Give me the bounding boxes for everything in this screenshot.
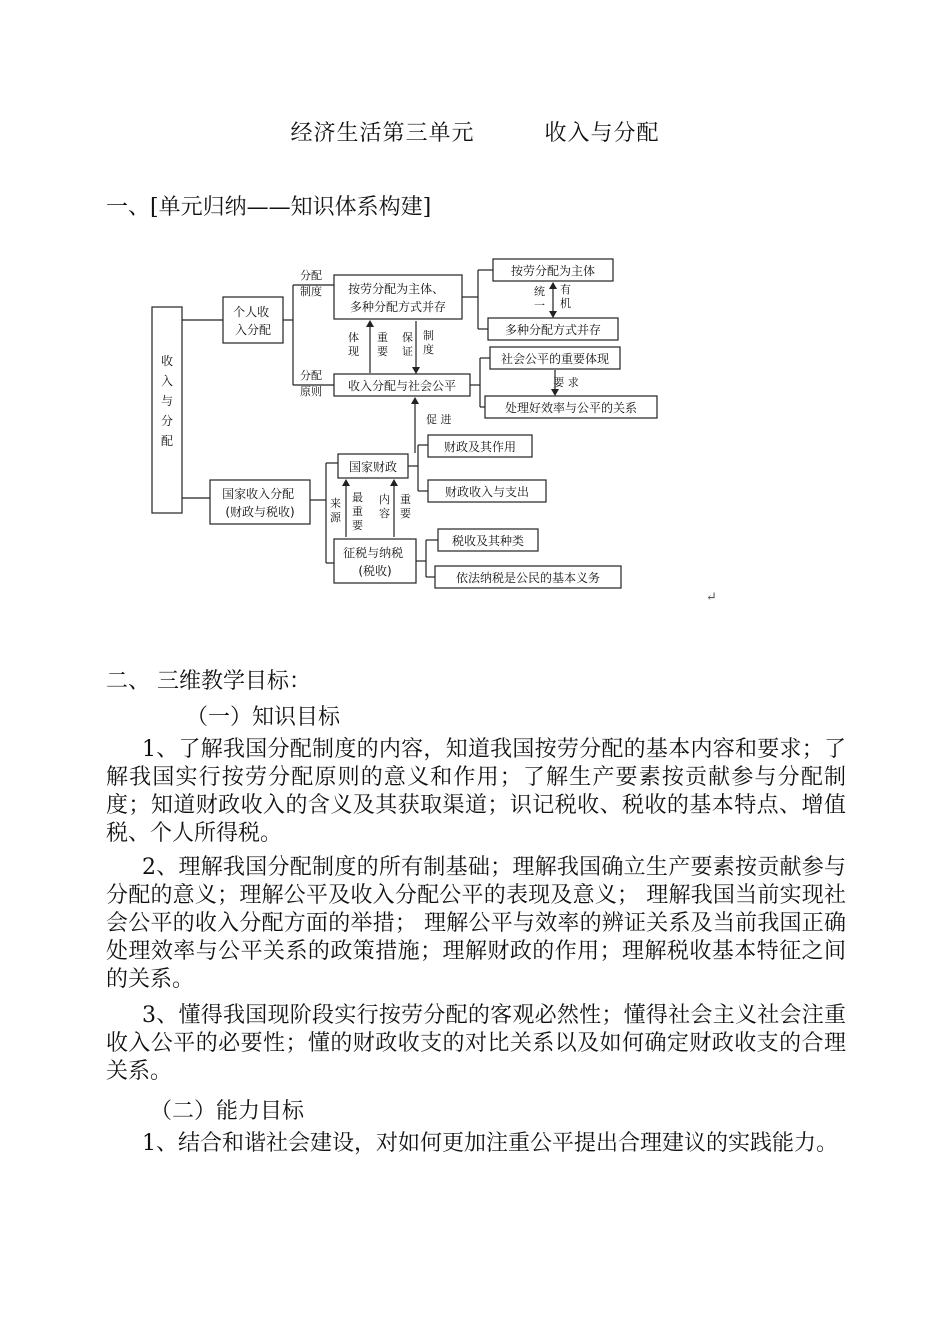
dist-principle-label: 分配 原则 <box>300 369 322 398</box>
tax-types-text: 税收及其种类 <box>451 534 525 548</box>
most-important-label: 最 重 要 <box>352 491 363 532</box>
section1-heading: 一、[单元归纳——知识体系构建] <box>106 195 432 220</box>
organic-label: 有 机 <box>560 283 571 310</box>
dist-system-text: 按劳分配为主体、 多种分配方式并存 <box>348 282 447 314</box>
content-label: 内 容 <box>379 493 390 520</box>
section2-heading: 二、 三维教学目标： <box>106 669 311 694</box>
finance-text: 国家财政 <box>348 460 398 474</box>
labor-main-text: 按劳分配为主体 <box>510 264 596 278</box>
tax-text: 征税与纳税 (税收) <box>343 546 404 578</box>
knowledge-goal-1: 1、了解我国分配制度的内容，知道我国按劳分配的基本内容和要求；了解我国实行按劳分配原则的意义和作用；了解生产要素按贡献参与分配制度；知道财政收入的含义及其获取渠道；识记税收、税收的基本特点、增值税、个人所得税。 <box>106 737 846 846</box>
finance-io-text: 财政收入与支出 <box>444 485 530 499</box>
embody-label: 体 现 <box>348 331 359 358</box>
dist-system-label: 分配 制度 <box>300 269 322 298</box>
knowledge-goals-heading: （一）知识目标 <box>186 705 341 730</box>
require-label: 要 求 <box>553 376 579 389</box>
ability-goal-1: 1、结合和谐社会建设，对如何更加注重公平提出合理建议的实践能力。 <box>142 1131 838 1156</box>
system-char-label: 制 度 <box>423 329 434 356</box>
title-part2: 收入与分配 <box>544 121 660 146</box>
multi-coexist-text: 多种分配方式并存 <box>504 323 602 337</box>
personal-text: 个人收 入分配 <box>233 305 272 337</box>
tax-duty-text: 依法纳税是公民的基本义务 <box>455 571 601 585</box>
title-part1: 经济生活第三单元 <box>290 121 475 146</box>
knowledge-goal-3: 3、懂得我国现阶段实行按劳分配的客观必然性；懂得社会主义社会注重收入公平的必要性；懂的财政收支的对比关系以及如何确定财政收支的合理关系。 <box>106 1003 846 1084</box>
root-text: 收入与分配 <box>160 354 174 448</box>
promote-label: 促 进 <box>426 413 452 426</box>
fairness-text: 收入分配与社会公平 <box>347 379 457 393</box>
unity-label: 统 一 <box>534 285 545 312</box>
guarantee-label: 保 证 <box>402 331 413 358</box>
important2-label: 重 要 <box>400 493 411 520</box>
page-title <box>0 116 950 147</box>
knowledge-goal-2: 2、理解我国分配制度的所有制基础；理解我国确立生产要素按贡献参与分配的意义；理解公平及收入分配公平的表现及意义； 理解我国当前实现社会公平的收入分配方面的举措； 理解公平与效率的辨证关系及当前我国正确处理效率与公平关系的政策措施；理解财政的作用；理解税收基本特征之间的关系。 <box>106 855 846 992</box>
return-mark: ↵ <box>706 590 717 605</box>
root-box <box>152 307 182 513</box>
important-label: 重 要 <box>377 331 388 358</box>
ability-goals-heading: （二）能力目标 <box>150 1099 305 1124</box>
efficiency-text: 处理好效率与公平的关系 <box>504 401 638 415</box>
national-text: 国家收入分配 (财政与税收) <box>222 487 295 519</box>
source-label: 来 源 <box>330 497 341 524</box>
fair-embody-text: 社会公平的重要体现 <box>500 352 610 366</box>
knowledge-diagram <box>148 255 663 595</box>
finance-role-text: 财政及其作用 <box>443 440 517 454</box>
